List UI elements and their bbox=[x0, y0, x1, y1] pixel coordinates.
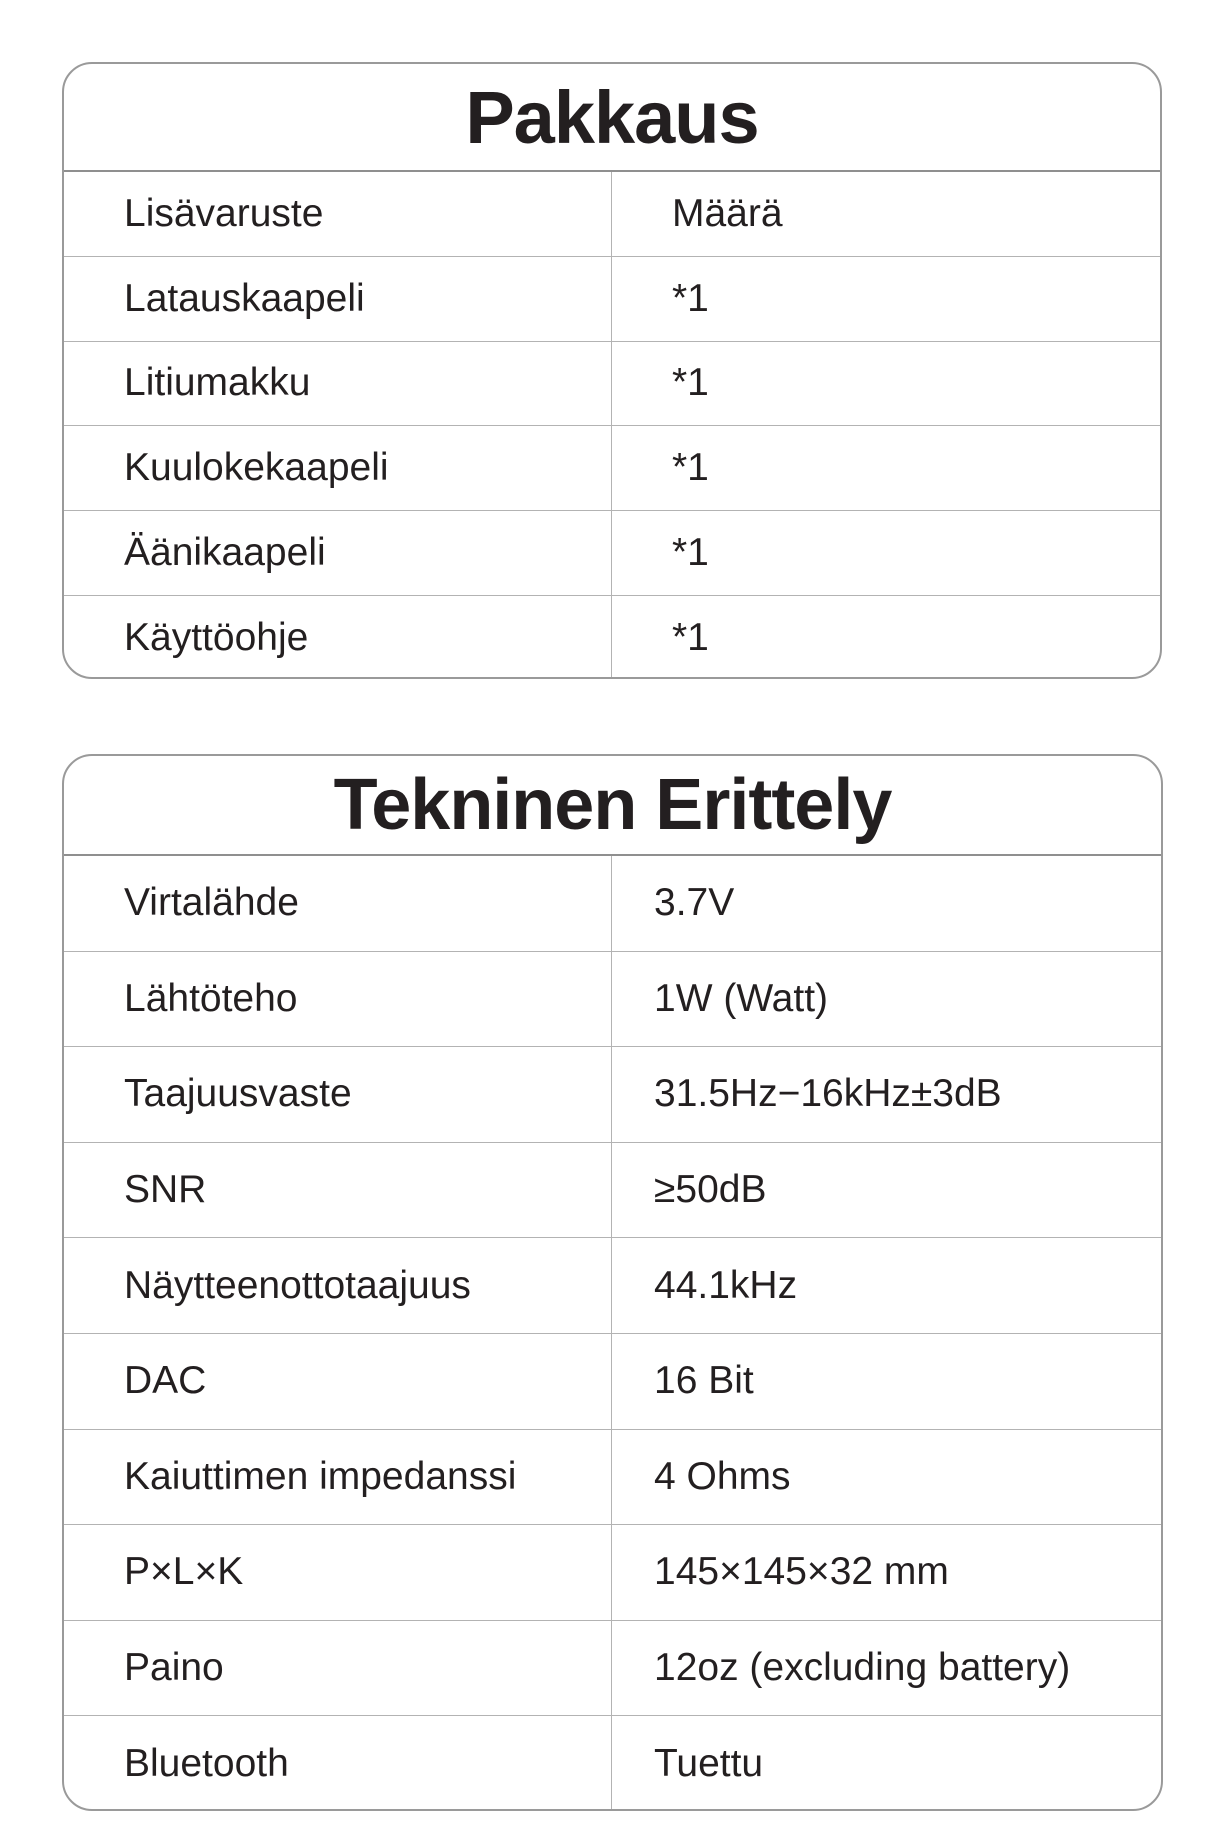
table-row bbox=[64, 1525, 1161, 1621]
spec-label: DAC bbox=[64, 1334, 612, 1429]
item-name: Käyttöohje bbox=[64, 596, 612, 679]
spec-value: 44.1kHz bbox=[654, 1263, 798, 1307]
item-name: Kuulokekaapeli bbox=[64, 426, 612, 510]
package-contents-table bbox=[62, 62, 1162, 679]
item-name: Litiumakku bbox=[64, 342, 612, 426]
table-row bbox=[64, 257, 1160, 342]
item-qty: *1 bbox=[672, 361, 709, 405]
table-row bbox=[64, 1716, 1161, 1811]
header-qty: Määrä bbox=[672, 191, 783, 235]
spec-label: Näytteenottotaajuus bbox=[64, 1238, 612, 1333]
table-row bbox=[64, 1621, 1161, 1717]
item-name: Äänikaapeli bbox=[64, 511, 612, 595]
spec-value: Tuettu bbox=[654, 1742, 764, 1786]
item-qty: *1 bbox=[672, 276, 709, 320]
spec-value: 4 Ohms bbox=[654, 1454, 791, 1498]
spec-label: Taajuusvaste bbox=[64, 1047, 612, 1142]
table-row bbox=[64, 1430, 1161, 1526]
table-row bbox=[64, 952, 1161, 1048]
header-item: Lisävaruste bbox=[64, 172, 612, 256]
table-row bbox=[64, 1047, 1161, 1143]
table-row bbox=[64, 1143, 1161, 1239]
spec-label: Virtalähde bbox=[64, 856, 612, 951]
spec-label: Bluetooth bbox=[64, 1716, 612, 1811]
table-row bbox=[64, 511, 1160, 596]
spec-label: Kaiuttimen impedanssi bbox=[64, 1430, 612, 1525]
spec-label: Lähtöteho bbox=[64, 952, 612, 1047]
spec-value: 3.7V bbox=[654, 881, 735, 925]
spec-value: 31.5Hz−16kHz±3dB bbox=[654, 1072, 1002, 1116]
spec-value: 145×145×32 mm bbox=[654, 1550, 949, 1594]
technical-specs-table bbox=[62, 754, 1163, 1811]
table-row bbox=[64, 1238, 1161, 1334]
item-qty: *1 bbox=[672, 446, 709, 490]
spec-value: ≥50dB bbox=[654, 1168, 767, 1212]
spec-value: 1W (Watt) bbox=[654, 976, 829, 1020]
spec-value: 12oz (excluding battery) bbox=[654, 1646, 1071, 1690]
specs-title: Tekninen Erittely bbox=[64, 756, 1161, 856]
item-qty: *1 bbox=[672, 531, 709, 575]
table-row bbox=[64, 342, 1160, 427]
spec-label: SNR bbox=[64, 1143, 612, 1238]
spec-value: 16 Bit bbox=[654, 1359, 754, 1403]
table-row bbox=[64, 1334, 1161, 1430]
spec-label: Paino bbox=[64, 1621, 612, 1716]
item-name: Latauskaapeli bbox=[64, 257, 612, 341]
package-title: Pakkaus bbox=[64, 64, 1160, 172]
spec-label: P×L×K bbox=[64, 1525, 612, 1620]
item-qty: *1 bbox=[672, 616, 709, 660]
table-row bbox=[64, 856, 1161, 952]
table-row bbox=[64, 596, 1160, 679]
table-row bbox=[64, 426, 1160, 511]
table-header-row bbox=[64, 172, 1160, 257]
